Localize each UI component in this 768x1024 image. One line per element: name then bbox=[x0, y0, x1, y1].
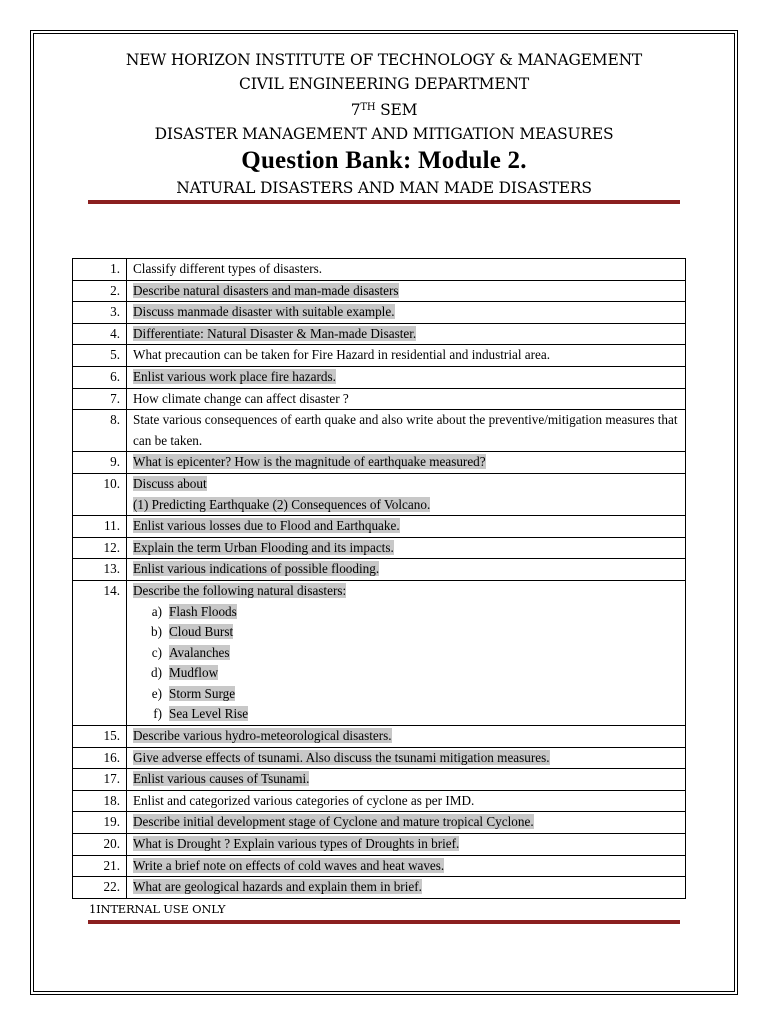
question-number: 20. bbox=[73, 834, 127, 856]
question-number: 17. bbox=[73, 769, 127, 791]
table-row bbox=[73, 280, 686, 302]
question-number: 3. bbox=[73, 302, 127, 324]
question-text: Discuss about (1) Predicting Earthquake (2) Consequences of Volcano. bbox=[127, 473, 686, 515]
question-text: Explain the term Urban Flooding and its impacts. bbox=[127, 537, 686, 559]
question-number: 15. bbox=[73, 726, 127, 748]
question-number: 21. bbox=[73, 855, 127, 877]
table-row bbox=[73, 790, 686, 812]
question-number: 14. bbox=[73, 580, 127, 725]
list-item: a) Flash Floods bbox=[151, 603, 237, 619]
question-number: 4. bbox=[73, 323, 127, 345]
footer-divider bbox=[88, 920, 680, 924]
table-row bbox=[73, 812, 686, 834]
table-row bbox=[73, 769, 686, 791]
question-text: Write a brief note on effects of cold waves and heat waves. bbox=[127, 855, 686, 877]
table-row bbox=[73, 537, 686, 559]
footer-text: 1INTERNAL USE ONLY bbox=[89, 902, 226, 916]
table-row bbox=[73, 259, 686, 281]
question-text: What is Drought ? Explain various types of Droughts in brief. bbox=[127, 834, 686, 856]
question-text: Differentiate: Natural Disaster & Man-made Disaster. bbox=[127, 323, 686, 345]
institute-name: NEW HORIZON INSTITUTE OF TECHNOLOGY & MANAGEMENT bbox=[125, 51, 643, 69]
question-text: Describe various hydro-meteorological disasters. bbox=[127, 726, 686, 748]
question-number: 2. bbox=[73, 280, 127, 302]
question-text: State various consequences of earth quake and also write about the preventive/mitigation measures that can be taken. bbox=[127, 410, 686, 452]
question-text: Enlist various losses due to Flood and Earthquake. bbox=[127, 516, 686, 538]
document-header bbox=[30, 48, 738, 200]
table-row bbox=[73, 855, 686, 877]
question-text: Describe initial development stage of Cyclone and mature tropical Cyclone. bbox=[127, 812, 686, 834]
question-number: 1. bbox=[73, 259, 127, 281]
question-number: 13. bbox=[73, 559, 127, 581]
header-divider bbox=[88, 200, 680, 204]
list-item: e) Storm Surge bbox=[151, 685, 236, 701]
table-row bbox=[73, 747, 686, 769]
question-number: 18. bbox=[73, 790, 127, 812]
question-number: 8. bbox=[73, 410, 127, 452]
question-text: What are geological hazards and explain them in brief. bbox=[127, 877, 686, 899]
question-text: Give adverse effects of tsunami. Also discuss the tsunami mitigation measures. bbox=[127, 747, 686, 769]
question-text: Describe the following natural disasters: a) Flash Floods b) Cloud Burst c) Avalanches d) Mudflow e) Storm Surge f) Sea Level Rise bbox=[127, 580, 686, 725]
question-number: 6. bbox=[73, 366, 127, 388]
question-text: What precaution can be taken for Fire Hazard in residential and industrial area. bbox=[127, 345, 686, 367]
module-subtitle: NATURAL DISASTERS AND MAN MADE DISASTERS bbox=[176, 179, 592, 197]
list-item: f) Sea Level Rise bbox=[153, 706, 249, 722]
table-row bbox=[73, 516, 686, 538]
question-text: How climate change can affect disaster ? bbox=[127, 388, 686, 410]
question-text: Classify different types of disasters. bbox=[127, 259, 686, 281]
table-row bbox=[73, 345, 686, 367]
table-row bbox=[73, 580, 686, 725]
table-row bbox=[73, 410, 686, 452]
table-row bbox=[73, 388, 686, 410]
table-row bbox=[73, 452, 686, 474]
question-number: 16. bbox=[73, 747, 127, 769]
question-number: 9. bbox=[73, 452, 127, 474]
table-row bbox=[73, 366, 686, 388]
table-row bbox=[73, 877, 686, 899]
question-text: Describe natural disasters and man-made disasters bbox=[127, 280, 686, 302]
table-row bbox=[73, 559, 686, 581]
question-text: Enlist various indications of possible flooding. bbox=[127, 559, 686, 581]
question-number: 12. bbox=[73, 537, 127, 559]
table-row bbox=[73, 726, 686, 748]
question-number: 10. bbox=[73, 473, 127, 515]
question-table bbox=[72, 258, 686, 899]
table-row bbox=[73, 473, 686, 515]
question-number: 7. bbox=[73, 388, 127, 410]
question-number: 11. bbox=[73, 516, 127, 538]
question-number: 5. bbox=[73, 345, 127, 367]
question-text: Enlist various work place fire hazards. bbox=[127, 366, 686, 388]
page-title: Question Bank: Module 2. bbox=[241, 147, 527, 174]
list-item: c) Avalanches bbox=[151, 644, 230, 660]
table-row bbox=[73, 834, 686, 856]
course-name: DISASTER MANAGEMENT AND MITIGATION MEASURES bbox=[154, 125, 614, 143]
question-text: Enlist various causes of Tsunami. bbox=[127, 769, 686, 791]
question-number: 19. bbox=[73, 812, 127, 834]
table-row bbox=[73, 323, 686, 345]
list-item: b) Cloud Burst bbox=[151, 624, 234, 640]
question-number: 22. bbox=[73, 877, 127, 899]
table-row bbox=[73, 302, 686, 324]
semester: 7TH SEM bbox=[350, 101, 418, 119]
question-text: Enlist and categorized various categories of cyclone as per IMD. bbox=[127, 790, 686, 812]
list-item: d) Mudflow bbox=[151, 665, 219, 681]
question-text: Discuss manmade disaster with suitable example. bbox=[127, 302, 686, 324]
question-text: What is epicenter? How is the magnitude of earthquake measured? bbox=[127, 452, 686, 474]
department-name: CIVIL ENGINEERING DEPARTMENT bbox=[239, 75, 529, 93]
